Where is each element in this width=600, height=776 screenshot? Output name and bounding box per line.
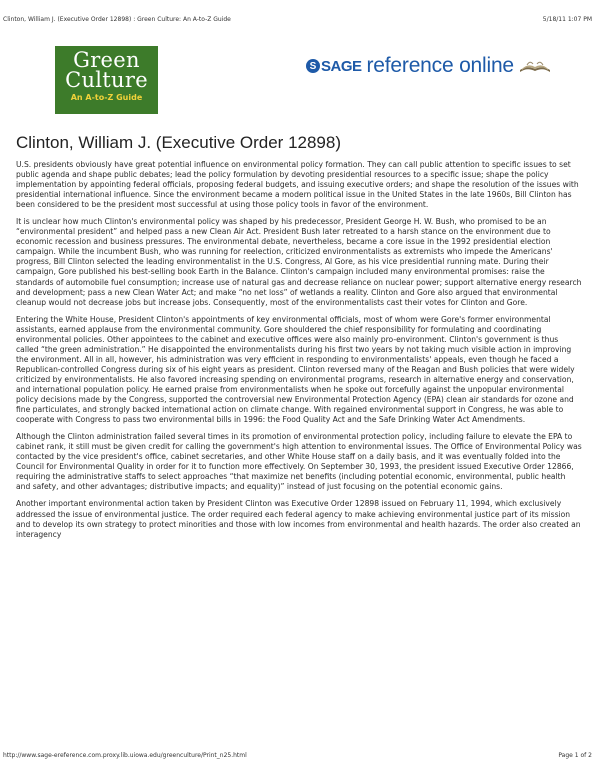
- logo-subtitle: An A-to-Z Guide: [70, 93, 143, 102]
- sage-wordmark: SAGE: [321, 57, 362, 75]
- print-footer: [3, 752, 592, 759]
- article-paragraph: Another important environmental action taken by President Clinton was Executive Order 12898 issued on February 11, 1994, which exclusively addressed the issue of environmental justice. The order required each federal agency to make achieving environmental justice part of its mission and to develop its own strategy to protect minorities and those with low incomes from environmental and health hazards. The order also created an interagency: [16, 499, 581, 539]
- logo-line-1: Green: [73, 48, 140, 72]
- print-header-datetime: 5/18/11 1:07 PM: [542, 16, 592, 23]
- print-header: [3, 16, 592, 23]
- article-paragraph: U.S. presidents obviously have great potential influence on environmental policy formation. They can call public attention to specific issues to set public agenda and shape public debates; lead the policy formulation by devoting presidential resources to a specific issue; shape the policy implementation by appointing federal officials, proposing federal budgets, and issuing executive orders; and shape the resolution of the issues with presidential international influence. Since the environment became a modern political issue in the United States in the late 1960s, Bill Clinton has been considered to be the president most successful at using those policy tools in favor of the environment.: [16, 160, 579, 210]
- article-title: Clinton, William J. (Executive Order 12898): [16, 133, 342, 152]
- logo-line-2: Culture: [65, 68, 148, 92]
- article-paragraph: Entering the White House, President Clinton's appointments of key environmental officials, most of whom were Gore's former environmental assistants, earned applause from the environmental community. Gore shouldered the chief responsibility for formulating and coordinating environmental policies. Other appointees to the cabinet and executive offices were also mainly pro-environment. Clinton's government is thus called “the green administration.” He disappointed the environmentalists during his first two years by not taking much visible action in improving the environment. All in all, however, his administration was very efficient in responding to environmentalists' appeals, even though he faced a Republican-controlled Congress during six of his eight years as president. Clinton reversed many of the Reagan and Bush policies that were widely criticized by environmentalists. He also favored increasing spending on environmental programs, research in alternative energy and conservation, and international population policy. He earned praise from environmentalists when he spoke out forcefully against the unpopular environmental policy decisions made by the Congress, supported the controversial new Environmental Protection Agency (EPA) clean air standards for ozone and fine particulates, and strongly backed international action on climate change. With regained environmental support in Congress, he was able to cooperate with Congress to pass two environmental bills in 1996: the Food Quality Act and the Safe Drinking Water Act Amendments.: [16, 314, 575, 425]
- open-book-icon: [518, 58, 552, 74]
- sage-reference-online-logo[interactable]: [306, 54, 552, 78]
- green-culture-logo[interactable]: [55, 46, 158, 114]
- page-number: Page 1 of 2: [558, 752, 592, 759]
- page-url: http://www.sage-ereference.com.proxy.lib.uiowa.edu/greenculture/Print_n25.html: [3, 752, 247, 759]
- print-header-title: Clinton, William J. (Executive Order 12898) : Green Culture: An A-to-Z Guide: [3, 16, 231, 23]
- article-body: [16, 160, 582, 547]
- article-paragraph: Although the Clinton administration failed several times in its promotion of environmental protection policy, including failure to elevate the EPA to cabinet rank, it still must be given credit for calling the government's high attention to environmental issues. The Office of Environmental Policy was contacted by the vice president's office, cabinet secretaries, and other White House staff on a daily basis, and it was eventually folded into the Council for Environmental Quality in order for it to function more effectively. On September 30, 1993, the president issued Executive Order 12866, requiring the administrative staffs to select approaches “that maximize net benefits (including potential economic, environmental, public health and safety, and other advantages; distributive impacts; and equality)” instead of just focusing on the potential economic gains.: [16, 432, 582, 492]
- sage-circle-icon: S: [306, 59, 320, 73]
- article-paragraph: It is unclear how much Clinton's environmental policy was shaped by his predecessor, President George H. W. Bush, who promised to be an “environmental president” and helped pass a new Clean Air Act. President Bush later retreated to a harsh stance on the environment due to economic recession and business pressures. The environmental debate, nevertheless, became a core issue in the 1992 presidential election campaign. While the incumbent Bush, who was running for reelection, criticized environmentalists as extremists who impede the Americans' progress, Bill Clinton selected the leading environmentalist in the U.S. Congress, Al Gore, as his vice presidential running mate. During their campaign, Gore published his best-selling book Earth in the Balance. Clinton's campaign included many environmental promises: raise the standards of automobile fuel consumption; increase use of natural gas and decrease reliance on nuclear power; support alternative energy research and development; pass a new Clean Water Act; and make “no net loss” of wetlands a reality. Clinton and Gore also argued that environmental cleanup would not decrease jobs but increase jobs. Consequently, most of the environmentalists cast their votes for Clinton and Gore.: [16, 217, 582, 307]
- reference-online-wordmark: reference online: [366, 54, 514, 77]
